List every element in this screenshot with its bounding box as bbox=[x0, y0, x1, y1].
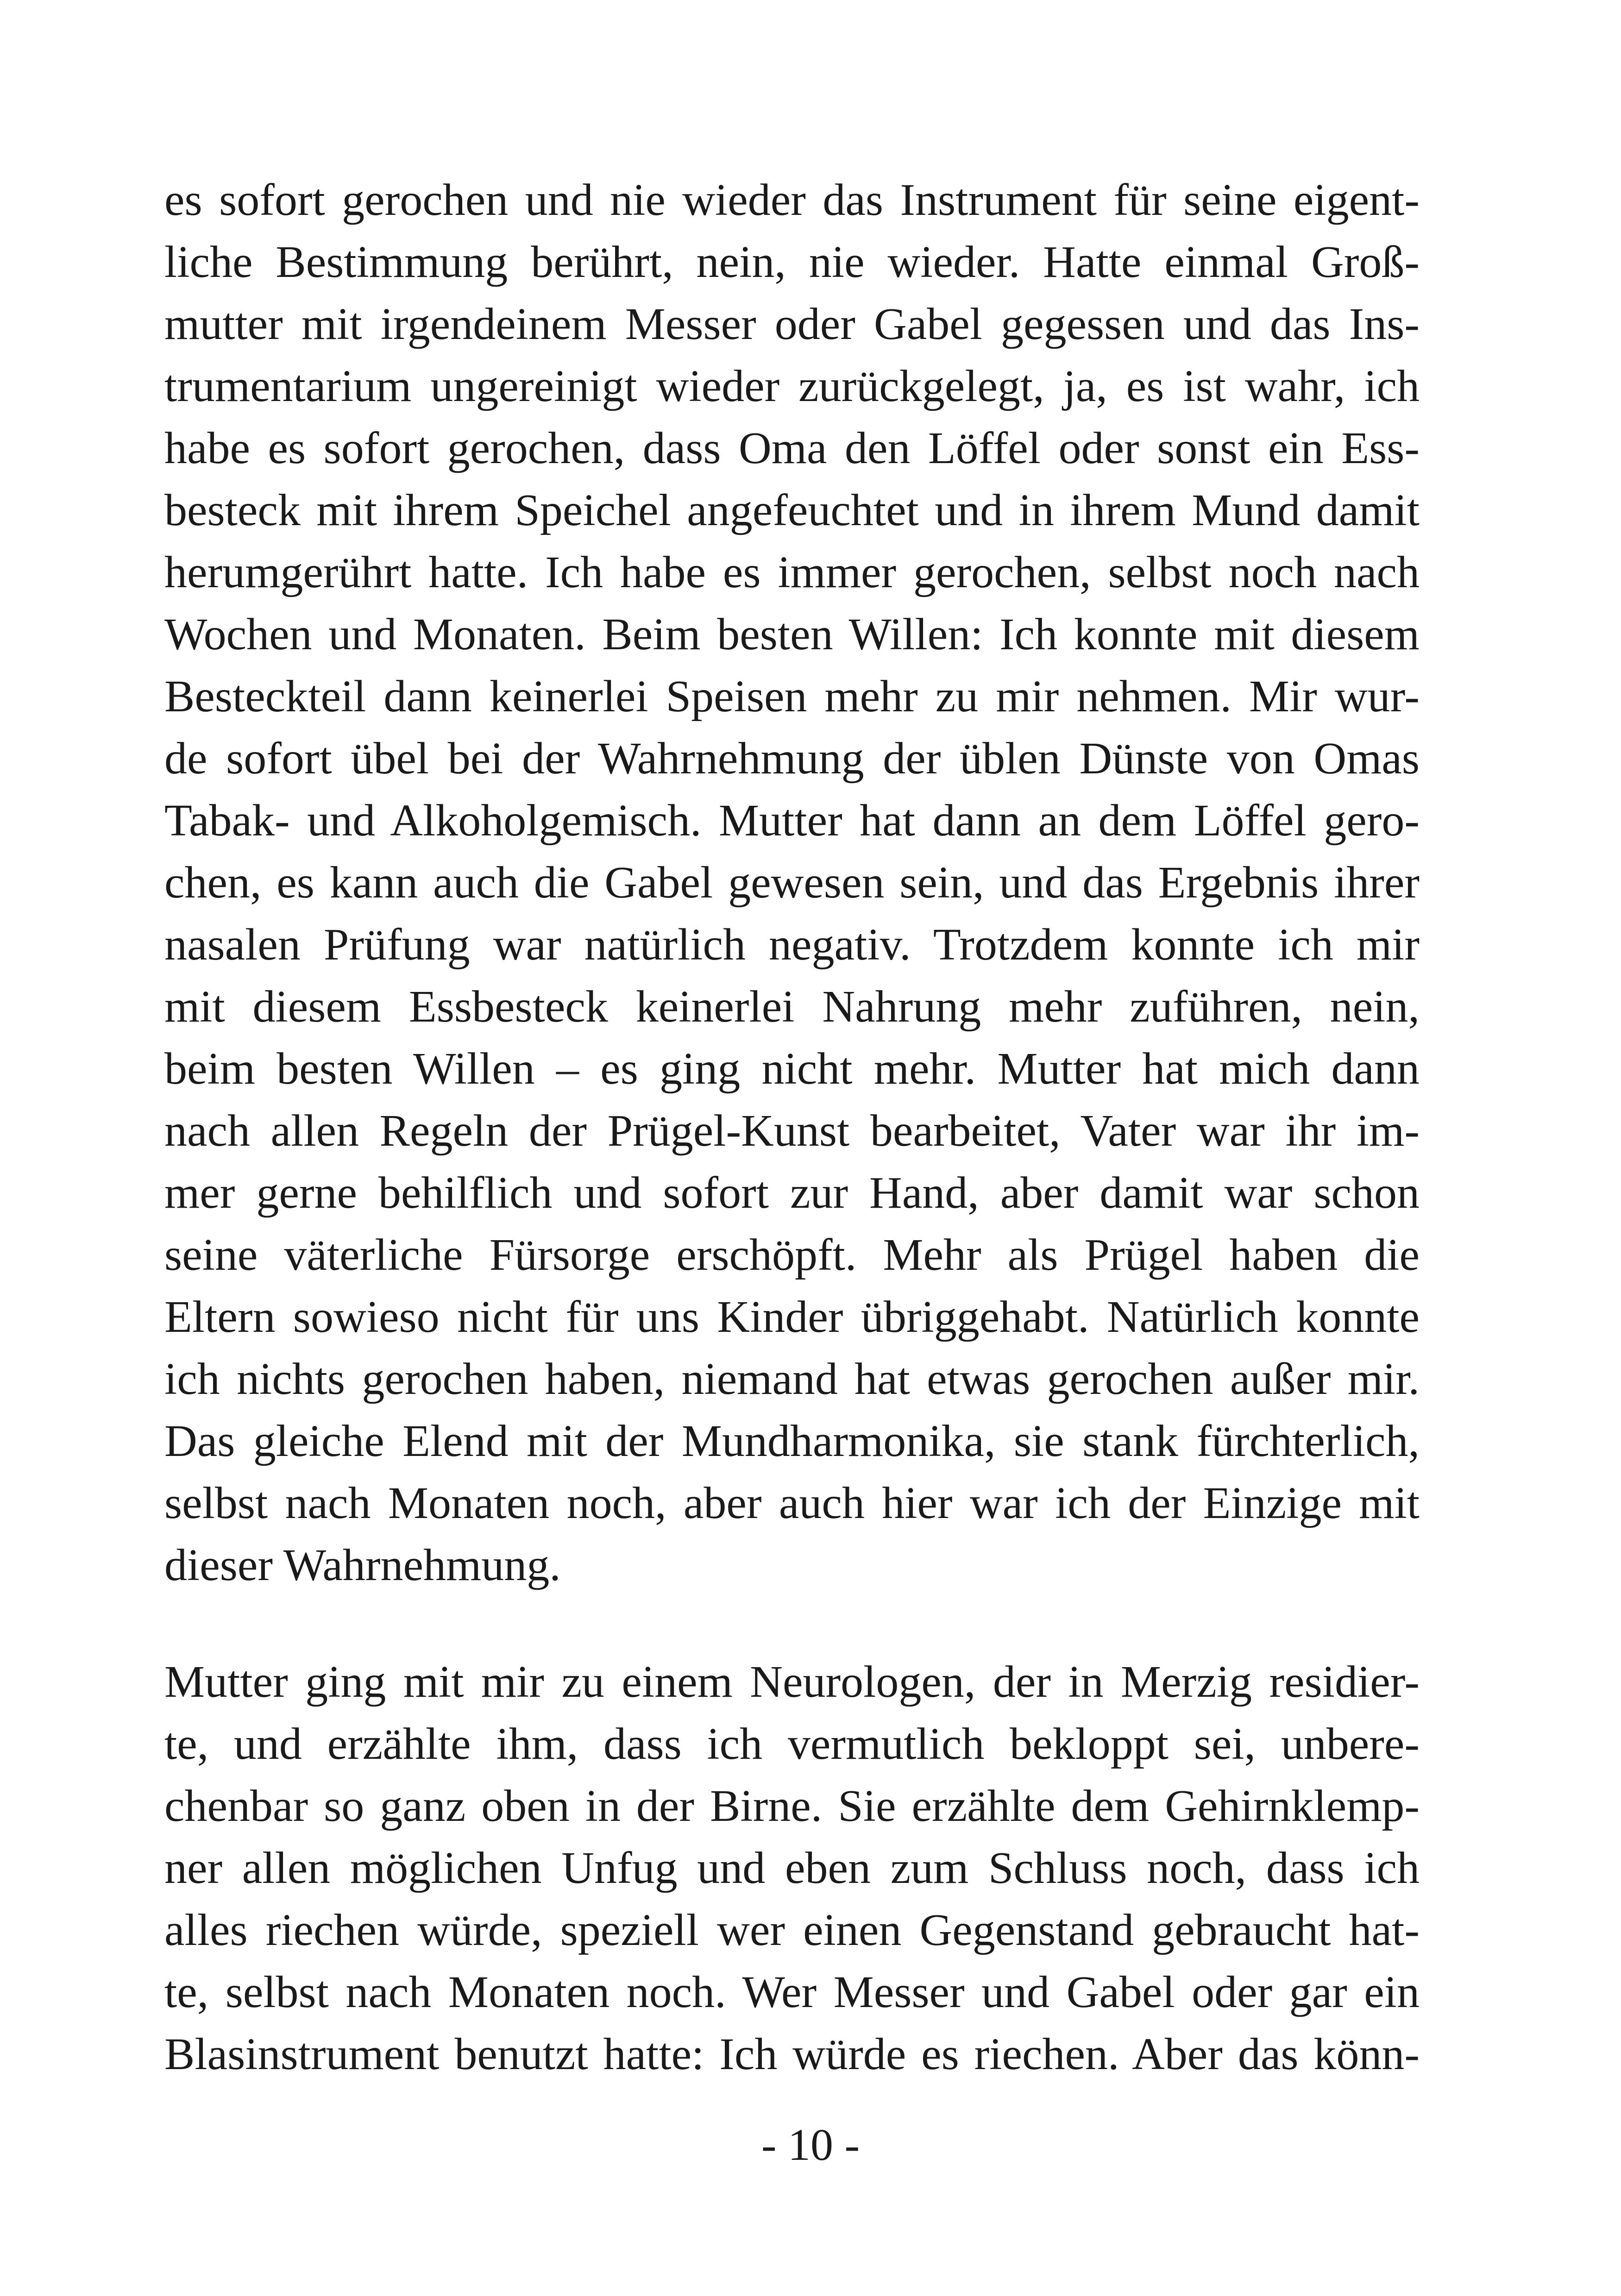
text-line: liche Bestimmung berührt, nein, nie wieder. Hatte einmal Groß- bbox=[164, 237, 1420, 287]
text-line: mer gerne behilflich und sofort zur Hand, aber damit war schon bbox=[164, 1168, 1420, 1218]
text-line: nach allen Regeln der Prügel-Kunst bearbeitet, Vater war ihr im- bbox=[164, 1106, 1420, 1156]
text-line: ich nichts gerochen haben, niemand hat etwas gerochen außer mir. bbox=[164, 1354, 1420, 1404]
text-line: te, und erzählte ihm, dass ich vermutlich bekloppt sei, unbere- bbox=[164, 1719, 1420, 1769]
text-line: te, selbst nach Monaten noch. Wer Messer und Gabel oder gar ein bbox=[164, 1967, 1420, 2017]
text-line: dieser Wahrnehmung. bbox=[164, 1540, 561, 1590]
text-line: seine väterliche Fürsorge erschöpft. Mehr als Prügel haben die bbox=[164, 1230, 1420, 1280]
text-line: chenbar so ganz oben in der Birne. Sie erzählte dem Gehirnklemp- bbox=[164, 1781, 1420, 1831]
paragraph-2 bbox=[164, 1651, 1420, 2085]
text-line: Blasinstrument benutzt hatte: Ich würde es riechen. Aber das könn- bbox=[164, 2029, 1420, 2079]
page-number: - 10 - bbox=[761, 2120, 860, 2170]
text-line: trumentarium ungereinigt wieder zurückgelegt, ja, es ist wahr, ich bbox=[164, 361, 1420, 411]
text-line: habe es sofort gerochen, dass Oma den Löffel oder sonst ein Ess- bbox=[164, 423, 1420, 473]
text-line: ner allen möglichen Unfug und eben zum Schluss noch, dass ich bbox=[164, 1843, 1420, 1893]
paragraph-1 bbox=[164, 169, 1420, 1596]
text-line: mit diesem Essbesteck keinerlei Nahrung mehr zuführen, nein, bbox=[164, 982, 1420, 1032]
text-line: selbst nach Monaten noch, aber auch hier war ich der Einzige mit bbox=[164, 1478, 1420, 1528]
text-line: nasalen Prüfung war natürlich negativ. Trotzdem konnte ich mir bbox=[164, 920, 1420, 970]
text-line: alles riechen würde, speziell wer einen Gegenstand gebraucht hat- bbox=[164, 1905, 1420, 1955]
text-line: Besteckteil dann keinerlei Speisen mehr zu mir nehmen. Mir wur- bbox=[164, 671, 1420, 721]
text-line: Wochen und Monaten. Beim besten Willen: Ich konnte mit diesem bbox=[164, 609, 1420, 659]
text-line: chen, es kann auch die Gabel gewesen sein, und das Ergebnis ihrer bbox=[164, 858, 1420, 908]
text-line: Eltern sowieso nicht für uns Kinder übriggehabt. Natürlich konnte bbox=[164, 1292, 1420, 1342]
text-line: mutter mit irgendeinem Messer oder Gabel gegessen und das Ins- bbox=[164, 299, 1420, 349]
text-line: herumgerührt hatte. Ich habe es immer gerochen, selbst noch nach bbox=[164, 547, 1420, 597]
text-line: beim besten Willen – es ging nicht mehr. Mutter hat mich dann bbox=[164, 1044, 1420, 1094]
text-line: besteck mit ihrem Speichel angefeuchtet und in ihrem Mund damit bbox=[164, 485, 1420, 535]
text-line: Das gleiche Elend mit der Mundharmonika, sie stank fürchterlich, bbox=[164, 1416, 1420, 1466]
text-line: Tabak- und Alkoholgemisch. Mutter hat dann an dem Löffel gero- bbox=[164, 796, 1420, 846]
text-line: Mutter ging mit mir zu einem Neurologen, der in Merzig residier- bbox=[164, 1657, 1420, 1707]
text-line: es sofort gerochen und nie wieder das Instrument für seine eigent- bbox=[164, 175, 1420, 225]
text-line: de sofort übel bei der Wahrnehmung der üblen Dünste von Omas bbox=[164, 734, 1420, 784]
